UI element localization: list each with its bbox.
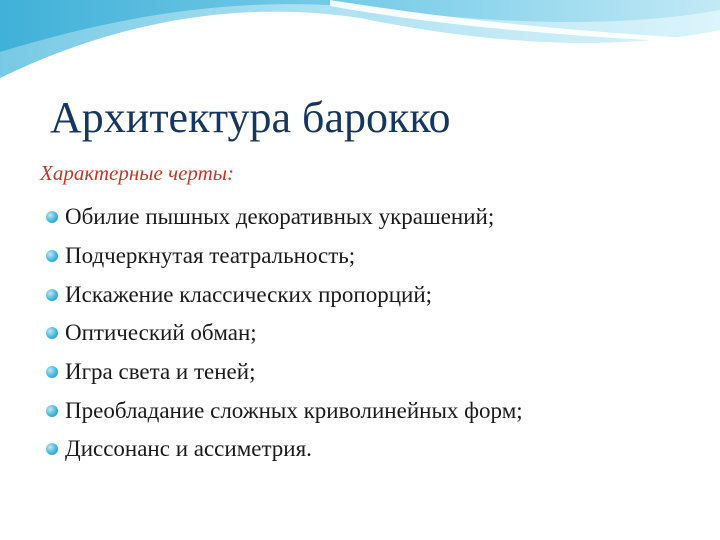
list-item-text: Искажение классических пропорций; [65, 281, 433, 307]
list-item [46, 391, 523, 430]
list-item [46, 430, 523, 469]
list-item-text: Игра света и теней; [65, 359, 256, 385]
list-item [46, 353, 523, 392]
bullet-list [46, 198, 523, 469]
list-item [46, 275, 523, 314]
circle-bullet-icon [46, 405, 58, 417]
page-title: Архитектура барокко [50, 93, 451, 142]
circle-bullet-icon [46, 250, 58, 262]
subtitle: Характерные черты: [40, 161, 235, 185]
circle-bullet-icon [46, 327, 58, 339]
circle-bullet-icon [46, 443, 58, 455]
circle-bullet-icon [46, 289, 58, 301]
list-item [46, 237, 523, 276]
list-item-text: Преобладание сложных криволинейных форм; [65, 397, 523, 423]
list-item-text: Обилие пышных декоративных украшений; [65, 204, 495, 230]
list-item-text: Диссонанс и ассиметрия. [65, 436, 312, 462]
circle-bullet-icon [46, 211, 58, 223]
list-item-text: Подчеркнутая театральность; [65, 243, 356, 269]
list-item [46, 314, 523, 353]
circle-bullet-icon [46, 366, 58, 378]
list-item [46, 198, 523, 237]
list-item-text: Оптический обман; [65, 320, 257, 346]
